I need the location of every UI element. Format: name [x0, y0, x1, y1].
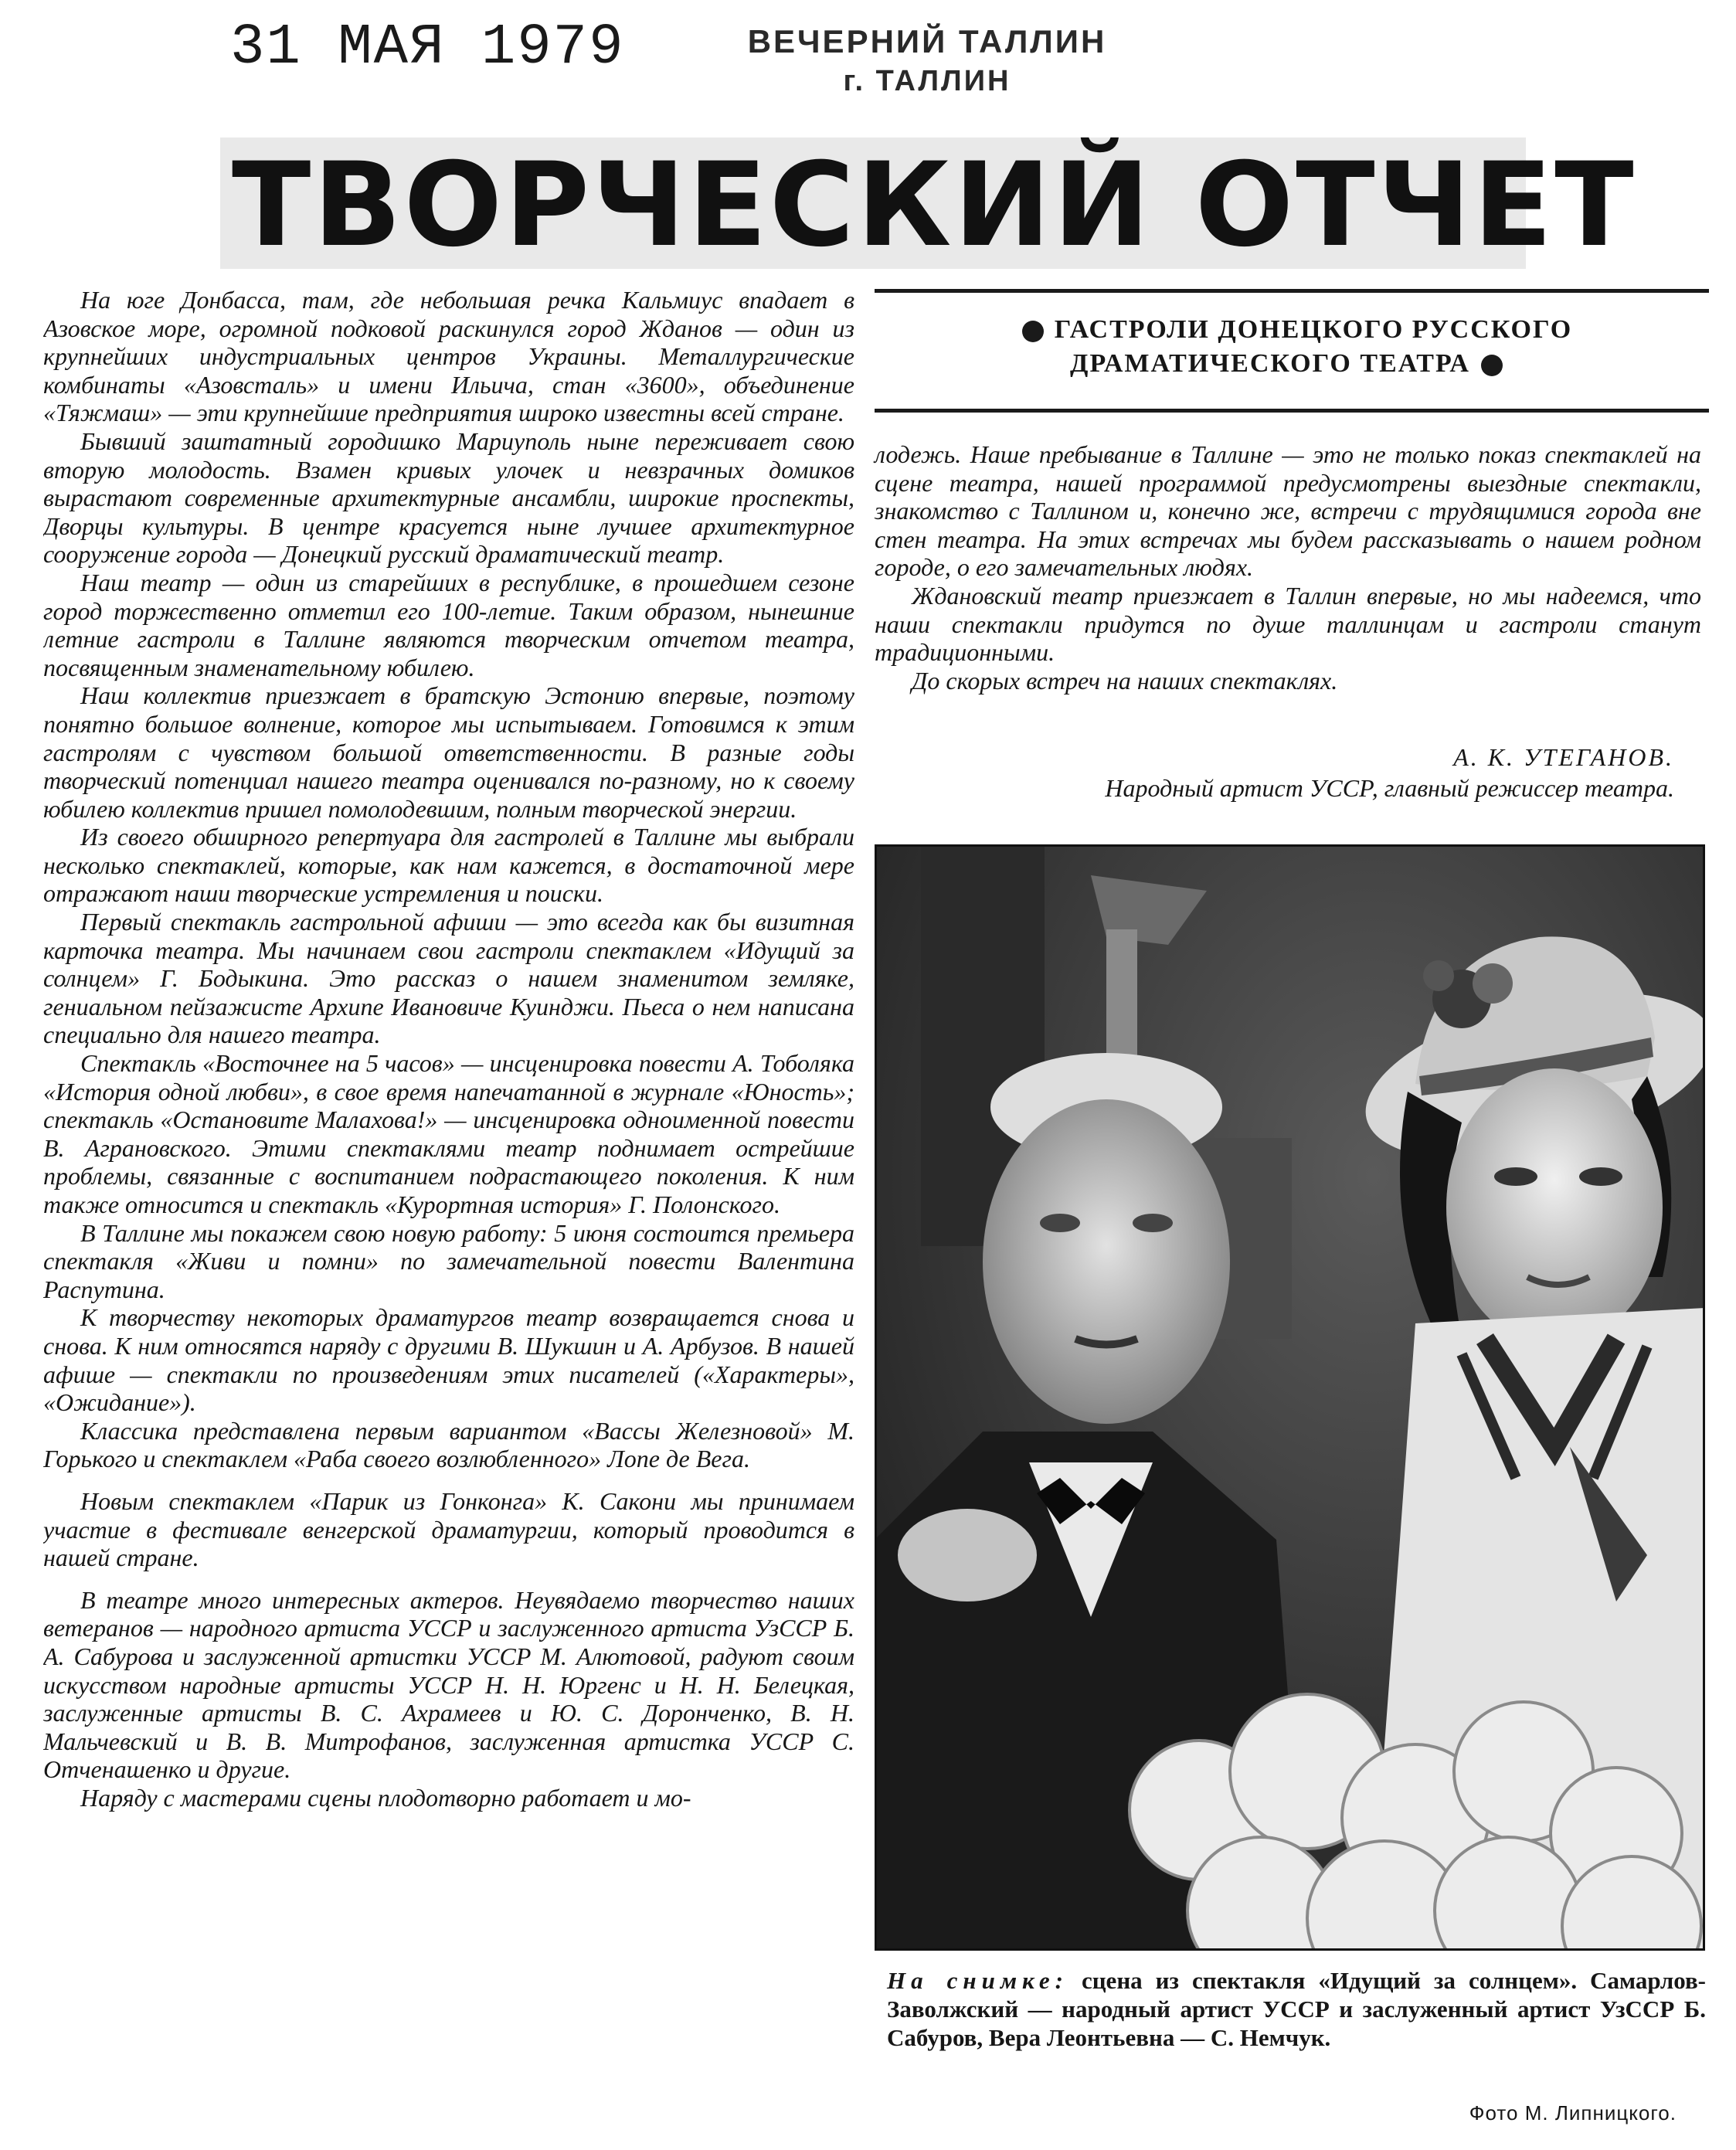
paragraph: В Таллине мы покажем свою новую работу: 5 июня состоится премьера спектакля «Живи и помни» по замечательной повести Валентина Распутина. [43, 1218, 854, 1303]
paragraph: Классика представлена первым вариантом «Вассы Железновой» М. Горького и спектаклем «Раба своего возлюбленного» Лопе де Вега. [43, 1416, 854, 1473]
rubric-line-1: ГАСТРОЛИ ДОНЕЦКОГО РУССКОГО [1054, 315, 1573, 344]
paragraph: Спектакль «Восточнее на 5 часов» — инсценировка повести А. Тоболяка «История одной любви», в свое время напечатанной в журнале «Юность»; спектакль «Остановите Малахова!» — инсценировка одноименной повести В. Аграновского. Этими спектаклями театр поднимает острейшие проблемы, связанные с воспитанием подрастающего поколения. К ним также относится и спектакль «Курортная история» Г. Полонского. [43, 1049, 854, 1218]
caption-lead: На снимке: [887, 1967, 1068, 1994]
paragraph: Ждановский театр приезжает в Таллин впервые, но мы надеемся, что наши спектакли придутся по душе таллинцам и гастроли станут традиционными. [875, 581, 1701, 667]
paragraph: До скорых встреч на наших спектаклях. [912, 666, 1338, 695]
paragraph: Наш театр — один из старейших в республике, в прошедшем сезоне город торжественно отметил его 100-летие. Таким образом, нынешние летние гастроли в Таллине являются творческим отчетом театра, посвященным знаменательному юбилею. [43, 568, 854, 681]
stage-photo [875, 844, 1705, 1951]
paragraph: На юге Донбасса, там, где небольшая речка Кальмиус впадает в Азовское море, огромной подковой раскинулся город Жданов — один из крупнейших индустриальных центров Украины. Металлургические комбинаты «Азовсталь» и имени Ильича, стан «3600», объединение «Тяжмаш» — эти крупнейшие предприятия широко известны всей стране. [43, 286, 854, 427]
rubric-line-2: ДРАМАТИЧЕСКОГО ТЕАТРА [1070, 349, 1470, 378]
article-headline: ТВОРЧЕСКИЙ ОТЧЕТ [232, 138, 1636, 273]
author-title: Народный артист УССР, главный режиссер театра. [1105, 774, 1674, 802]
rubric-box [875, 289, 1709, 413]
clipping-date: 31 МАЯ 1979 [230, 15, 625, 80]
paragraph: Бывший заштатный городишко Мариуполь ныне переживает свою вторую молодость. Взамен кривых улочек и невзрачных домиков вырастают современные архитектурные ансамбли, широкие проспекты, Дворцы культуры. В центре красуется ныне лучшее архитектурное сооружение города — Донецкий русский драматический театр. [43, 426, 854, 569]
stage-photo-image [875, 844, 1705, 1951]
newspaper-masthead [695, 23, 1159, 98]
paragraph: В театре много интересных актеров. Неувядаемо творчество наших ветеранов — народного артиста УССР и заслуженного артиста УзССР Б. А. Сабурова и заслуженной артистки УССР М. Алютовой, радуют своим искусством народные артисты УССР Н. Н. Юргенс и Н. Н. Белецкая, заслуженные артисты В. С. Ахрамеев и Ю. С. Доронченко, В. Н. Мальчевский и В. В. Митрофанов, заслуженная артистка УССР С. Отченашенко и другие. [43, 1585, 854, 1784]
author-name: А. К. УТЕГАНОВ. [1453, 743, 1674, 771]
article-right-column [875, 440, 1701, 695]
paragraph: Наряду с мастерами сцены плодотворно работает и мо- [80, 1783, 691, 1812]
newspaper-name: ВЕЧЕРНИЙ ТАЛЛИН [747, 23, 1107, 59]
photo-credit: Фото М. Липницкого. [1469, 2101, 1677, 2125]
bullet-dot-icon [1481, 355, 1503, 376]
photo-caption [887, 1966, 1706, 2052]
paragraph: К творчеству некоторых драматургов театр возвращается снова и снова. К ним относятся наряду с другими В. Шукшин и А. Арбузов. В нашей афише — спектакли по произведениям этих писателей («Характеры», «Ожидание»). [43, 1303, 854, 1417]
caption-text: сцена из спектакля «Идущий за солнцем». Самарлов-Заволжский — народный артист УССР и заслуженный артист УзССР Б. Сабуров, Вера Леонтьевна — С. Немчук. [887, 1967, 1707, 2051]
article-left-column [43, 286, 854, 2140]
paragraph: Наш коллектив приезжает в братскую Эстонию впервые, поэтому понятно большое волнение, которое мы испытываем. Готовимся к этим гастролям с чувством большой ответственности. В разные годы творческий потенциал нашего театра оценивался по-разному, но к своему юбилею коллектив пришел помолодевшим, полным творческой энергии. [43, 681, 854, 823]
bullet-dot-icon [1022, 321, 1044, 342]
paragraph: Из своего обширного репертуара для гастролей в Таллине мы выбрали несколько спектаклей, которые, как нам кажется, в достаточной мере отражают наши творческие устремления и поиски. [43, 823, 854, 908]
paragraph: лодежь. Наше пребывание в Таллине — это не только показ спектаклей на сцене театра, нашей программой предусмотрены выездные спектакли, знакомство с Таллином и, конечно же, встречи с трудящимися города вне стен театра. На этих встречах мы будем рассказывать о нашем родном городе, о его замечательных людях. [875, 440, 1701, 582]
rubric-title [875, 313, 1709, 381]
author-signature [875, 742, 1674, 803]
newspaper-city: г. ТАЛЛИН [843, 65, 1011, 97]
paragraph: Новым спектаклем «Парик из Гонконга» К. Сакони мы принимаем участие в фестивале венгерской драматургии, который проводится в нашей стране. [43, 1486, 854, 1572]
paragraph: Первый спектакль гастрольной афиши — это всегда как бы визитная карточка театра. Мы начинаем свои гастроли спектаклем «Идущий за солнцем» Г. Бодыкина. Это рассказ о нашем знаменитом земляке, гениальном пейзажисте Архипе Ивановиче Куинджи. Пьеса о нем написана специально для нашего театра. [43, 908, 854, 1049]
